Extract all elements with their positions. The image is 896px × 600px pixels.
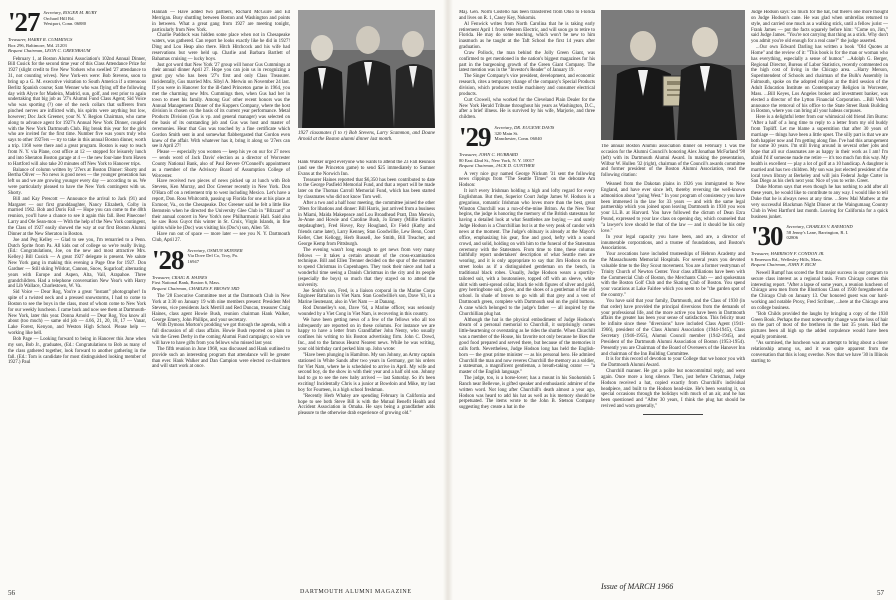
right-column-3 xyxy=(751,10,888,582)
paragraph: Please — especially you women — keep his ye on our for 27 news — sends word of Jack Davis' election as a director of Worcester County National Bank, also of Paul Revere O'Connell's appointment as a member of the Advisory Board of Assumption College of Worcester. xyxy=(152,150,290,179)
paragraph: Craw Pollock, the man behind the Jolly Green Giant, was confirmed to get mentioned in the nation's biggest magazines for his part in the burgeoning growth of the Green Giant Company. The latest mention was in the "Investor's Reader" of January 19. xyxy=(459,50,595,74)
paragraph: The evening wasn't long enough to get news from very many fellows — it takes a certain amount of the cross-examination technique. Bill and Ellen Trenner decided on the spur of the moment to spend Christmas in Copenhagen. They took their niece and had a wonderful time seeing a Danish Christmas in the city and its people (especially the boys) so much that they stayed on to attend the university. xyxy=(298,247,435,288)
paragraph: Rod Donnelley's son, Dave '64, a Marine officer, was seriously wounded by a Viet Cong in Viet Nam, is recovering in this country. xyxy=(298,306,435,317)
secretary-address-2: 02806 xyxy=(786,235,798,241)
paragraph: A very nice guy named George Nickum '31 sent the following news clippings from "The Seattle Times" on the deborate Am Hodson: xyxy=(459,171,595,189)
treasurer-address: Box 296, Baltimore, Md. 21203 xyxy=(8,42,67,48)
section-divider xyxy=(643,414,703,415)
paragraph: "Have been plunging in Hamilton. My son Johnny, an Army captain stationed in White Sands after two years in Germany, got his orders for Viet Nam, where he is scheduled to arrive in April. My wife and second boy, do the show in with their year and a half old son. Johnny had to go to see the new baby arrived — last Saturday. So it's been exciting! Incidentally Chris is a junior at Bowdoin and Mike, my last boy for Fourteen, is a high school freshman. xyxy=(298,352,435,393)
paragraph: "Recently Herb Whaley are spending February in California and hope to see both Steve Bill is with the Mutual Benefit Health and Accident Association in Omaha. He says being a grandfather adds pleasure to the otherwise drab experience of growing old." xyxy=(298,393,435,417)
treasurer-line: Treasurer, JOHN C. HUBBARD xyxy=(459,152,518,158)
paragraph: The judge, too, is a horse-lover; has a mount in his Snohomish 5 Ranch near Bellevue, is gifted speaker and enthusiastic admirer of the written word. Not long after Churchill's death almost a year ago, Hodson was heard to add his hat as well as his memory should be perpetuated. The items wrote to the John B. Stetson Company suggesting they create a hat in the xyxy=(459,376,595,411)
class-1927-officers xyxy=(44,10,97,27)
secretary-address-2: 16947 xyxy=(187,258,199,264)
paragraph: Churchill manner. He got a polite but noncommittal reply, and went again. Once more a long silence. Then, just before Christmas, Judge Hodson received a hat, copied exactly from Churchill's individual headpiece, and built to the Hodson head-size. He's been wearing it, on special occasions through the holidays with much of an air, and he has been questioned and "After 30 years, I think the plug hat should be revived and worn generally," xyxy=(601,369,745,410)
class-1928-officers xyxy=(188,248,243,265)
paragraph: Hank Walker urged everyone who wants to attend the 23 Fall Reunion (and see the Princeton game) to send $25 immediately to Sumner Evans at the Norwich Inn. xyxy=(298,160,435,177)
paragraph: "As surmised, the luncheon was an attempt to bring about a closer relationship among us, and it was quite apparent from the conversation that this is long overdue. Now that we have '30 in Illinois starting to xyxy=(751,341,888,364)
photo-caption-award: The annual Boston Alumni association dinner on February 1 was the occasion for the Alumni Council's honoring Alex Jonathan McFarland '98 (left) with its Dartmouth Alumni Award. In making the presentation, Wilbur W. Hullen '32 (right), chairman of the Council's awards committee and former president of the Boston Alumni Association, read the following citation: xyxy=(601,144,745,179)
photo-caption-1927: 1927 classmates (l to r) Bob Stevens, Larry Scammon, and Doane Arnold at the Boston alumni dinner last month. xyxy=(298,131,435,142)
paragraph: Duke Morton says that even though he has nothing to add after all these years, he would like to contribute to any way. I would like to tell Duke that he is always news at any time. ...Stew Mal Mathew at the very successful Blackman Night Dinner at the Waingumaug Country Club in West Hartford last month. Leaving for California for a quick business junket. xyxy=(751,185,888,220)
treasurer-1928 xyxy=(152,275,290,292)
treasurer-line: Treasurer, CRAIG R. HAINES xyxy=(152,274,208,280)
page-number-left: 56 xyxy=(8,589,15,597)
class-1928-header xyxy=(152,244,290,275)
left-page xyxy=(0,0,445,600)
treasurer-address: First National Bank, Boston 6, Mass. xyxy=(152,280,221,286)
secretary-address-1: Via Dove Del Co, Troy, Pa. xyxy=(187,253,238,259)
paragraph: ...Our own Edward Darling has written a book "Old Quotes at Home" and the review of it: "This book is for the man or woman who has everything, especially a sense of humor." ...Adolph G. Berger, Regional Director, Bureau of Labor Statistics, recently commented on the high cost of living in the Chicago area. ...Harry Merson, Superintendent of Schools and chairman of the Bulk's Assembly in Falmouth, spoke on the adopted religion at the third session of the Adult Education Institute on Contemporary Religion in Worcester, Mass. ...Bill Keyes, Los Angeles broker and investment banker, was elected a director of the Lytton Financial Corporation. ...Bill Veitch announce the removal of his office to the State Street Bank Building in Boston, where you can bring all your habeas corpuses. xyxy=(751,45,888,115)
paragraph: Have run out of space — more later — see you N. Y. Dartmouth Club, April 27. xyxy=(152,232,290,243)
paragraph: In your legal capacity you have been, and are, a director of innumerable corporations, and a trustee of foundations, and Boston's Associations. xyxy=(601,234,745,252)
class-year-1928: '28 xyxy=(152,244,184,275)
paragraph: The fifth reunion in June 1968, was discussed and Hank outlined to provide such an interesting program that attendance will be greater than ever. Hank Walker and Dan Campion were elected co-chairmen and will start work at once. xyxy=(152,346,290,370)
right-column-2 xyxy=(601,144,745,576)
paragraph: With Dymous Morton's prodding we got through the agenda, with a full discussion of all class affairs. Howie Bush reported on plans to win the Green Derby in the coming Alumni Fund campaign; so win we will have to have gifts from you fellows who missed last year. xyxy=(152,323,290,346)
treasurer-1929 xyxy=(459,152,595,169)
paragraph: Your avocations have included trusteeships of Hebron Academy and the Massachusetts Memorial Hospitals. For several years you devoted valuable time to the Boy Scout movement. You are a former vestryman of Trinity Church of Newton Center. Your class affiliations have been with the Commercial Club of Boston, the Merchants Club — and spokesman with the Boston Golf Club and the Skating Club of Boston. You spend your vacations at Lake Fairlee which you seem to be "the garden spot of the country." xyxy=(601,252,745,299)
bequest-chairman-line: Bequest Chairman, JACK D. GUNTHER xyxy=(459,163,535,169)
secretary-address-2: Westport, Conn. 06880 xyxy=(43,21,87,26)
paragraph: After a two and a half hour meeting, the committee joined the other '28ers for libations and dinner: Bill Harris, just arrived from a business in Miami, Maida Makepeace and Lou Broadhead Pratt, Dan Merwin, Jo-Anne and Howie and Caroline Bush, Jo Emery (Millie Harris's stepdaughter), Fred Hovey, Roy Hougland, Ev Field (Kathy and friends came later), Larry Kenney, Stan Goodwillie, Lew Benn, Court Keller, Chet Kellogg, Herb Russell, Joe Smith, Bill Treacher, and George Kemp from Pittsburgh. xyxy=(298,200,435,247)
secretary-line: Secretary, DR. EUGENE DAVIS xyxy=(494,125,555,131)
class-year-1927: '27 xyxy=(8,10,40,37)
award-photo-image xyxy=(601,10,745,140)
paragraph: Treasurer Haines reported that $6,350 has been contributed to date to the George Pasfield Memorial Fund, and that a report will be made later on the Thomas Carroll Memorial Fund, which has been started by classmates who did not know Tom well. xyxy=(298,177,435,201)
paragraph: Have received two pieces of news picked up at lunch with Bob Stevens, Ken Murray, and Doc Greener recently in New York. Don O'Hara off on a retirement trip to west including Mexico. Let's have a report, Don. Ross Whitcomb, passing up Florida for one at his place at Exmoor, Va., on the Chesapeake. Doc Greener said he felt a little like Bernstein when he directed the University Glee Club in "Blizzard" at their annual concert in New York's new Philharmonic Hall. Said also he saw Ross Guyot this winter in St. Croix, Virgin Islands, in fine spirits while he (Doc) was visiting his (Doc's) son, Allen '58. xyxy=(152,179,290,232)
paragraph: Here is a delightful letter from our whimsical old friend Jim Burns: "After a half of a long time to reply to a letter from my old buddy from Topliff. Let me blame a superstition that after 30 years of marriage — things have been a little upset. The silly part is that we are both happier now and I'm getting along fine. I've had this arrangement for some 30 years. I'm still living around in several other jobs and hope that all our classmates are as happy in their work as I am! I'm afraid I'd if someone made me retire — it's too much fun this way. My health is excellent — play a lot of golf at a 10 handicap. A daughter is married and has two children. My son was just elected president of the local town library at Berkeley and will join Federal Judge Carter in San Diego as his clerk next year. Nice of you to write. Greet. xyxy=(751,115,888,185)
paragraph: Bill and Kay Prescott — Announce the arrival to Jack (91) and Margaret — our first granddaughter, Nancy Elizabeth, Colby in married 1962. Bob and Doris Fall — Hope you can come to the 40th reunion, you'll have a chance to see it again this fall. Best Pinecone! Larry and Ole Sean-mon — With the help of the New York contingent, the Class of 1927 easily showed the way at our first Boston Alumni Dinner at the New Sheraton in Boston. xyxy=(8,196,146,237)
paragraph: It is for this record of devotion to your College that we honor you with the Dartmouth Alumni Award. xyxy=(601,357,745,369)
class-1930-header xyxy=(751,221,888,252)
bequest-chairman-line: Bequest Chairman, LEON C. GREENBAUM xyxy=(8,48,91,53)
paragraph: Al Fenwick writes from North Carolina that he is taking early retirement April 1 from Western Electric, and will soon go to retire to Florida. He may do some teaching, which won't be new to him inasmuch as he taught at the Taft School the first 14 years after graduation. xyxy=(459,21,595,51)
secretary-line: Secretary, ROGER M. BURY xyxy=(43,10,97,15)
secretary-address-1: Orchard Hill Rd. xyxy=(43,15,75,21)
classmates-photo-image xyxy=(298,10,435,128)
paragraph: Although the hat is the physical embodiment of Judge Hodson's dream of a personal memorial to Churchill, it surprisingly comes little-heartening or overstating as he rides the shuttle. When Churchill was a member of the House, his favorite not only because he likes the good food prepared and served there, but because of the memories it calls forth. Nevertheless, Judge Hodson long has held the English-born — the great prime minister — as his personal hero. He admired Churchill the man and now reveres Churchill the memory as a soldier, a statesman, a magnificent gentleman, a breath-taking orator — "a master of the English language." xyxy=(459,317,595,376)
left-column-1 xyxy=(8,10,146,582)
paragraph: Curt Crowell, who worked for the Cleveland Plain Dealer for the New York Herald Tribune throughout his years as Washington, D.C., after a brief illness. He is survived by his wife, Marjorie, and three children. xyxy=(459,97,595,121)
paragraph: "Bob Childs provided the laughs by bringing a copy of the 1930 Green Book. Perhaps the most noteworthy change was the loss of hair on the part of most of the brethren in the last 35 years. Had the pictures been all high up the added corpulence would have been equally prominent. xyxy=(751,311,888,341)
class-1930-officers xyxy=(787,224,853,241)
issue-date-footer: Issue of MARCH 1966 xyxy=(601,582,674,591)
paragraph: Judge Hodson says: So much for the hat, but there's one more thought on Judge Hodson's cane. He was glad when umbrellas returned to style, and carried one much as a walking stick, until a fellow jurist — Frank James — put the facts squarely before him: "Come on, Jim," said Judge James. "You're not carrying that thing as a stick. Why don't you admit you're old enough for a real cane?" the judge asserted. xyxy=(751,10,888,45)
bequest-chairman-line: Bequest Chairman, JOHN F. RICH xyxy=(751,262,816,268)
paragraph: Weaned from the Dakotan plains in 1926 you immigrated to New England, and have ever since left, thereby reversing the well-known admonition about "going West." In your program of consistency you have been immersed in the law for 33 years — and with the same legal partnership which you joined upon leaving Dartmouth in 1930 you won your LL.B. at Harvard. You have followed the dictum of Dean Ezra Pound, expressed to your law class on opening day, which counseled that "a lawyer's love should be that of the law — and it should be his only love." xyxy=(601,182,745,234)
paragraph: You have said that your family, Dartmouth, and the Class of 1930 (in that order) have provided the principal diversions from the demands of your professional life, and the more active you have been in Dartmouth affairs the greater has been your sense of satisfaction. This felicity must be infinite since these "diversions" have included Class Agent (1941-1966), president of the Class Alumni Association (1944-1945), Class Secretary (1946-1955), Alumni Council member (1942-1945), and President of the Dartmouth Alumni Association of Boston (1953-1954). Presently you are Chairman of the Board of Overseers of the Hanover Inn and chairman of the Inn Building Committee. xyxy=(601,298,745,357)
paragraph: It isn't every Irishman holding a high and lofty regard for every Englishman. But then, Superior Court Judge James W. Hodson is a gregarious, romantic Irishman who loves more than the best, great Winston Churchill was a run-of-the-mine Briton. As the New Year begins, the judge is honoring the memory of the British statesman for having a detailed look at what Seattleites are buying — and surely Judge Hodson is a Churchillian but is at the very peak of candor with news at the moment. The Judge's obituary is already at the Mayor's office, emphasizing his gear, fine and good, hefty with a sound crowd, and solid, holding on with him to the funeral of the Statesman ceremony with the Statesmen. From time to time, these columns faithfully report undertakers' description of what Seattle men are wearing, and it is only appropriate to say that Jim Hodson on the street looks as if a distinguished gentleman on the bench, in traditional black robes. Usually, Judge Hodson wears a sportily-tailored suit, with a boutonniere, topped off with an sleeve, white shirt with semi-spread collar, black tie with figures of silver and gold, grey herringbone suit, glove, and the shoes of a gentleman of the old school. In shade of brown to go with all that grey and a vest of Dartmouth green, complete with Dartmouth seal on the gold buttons. A cane which belonged to the judge's father — all inspired by the Churchillian plug hat. xyxy=(459,189,595,317)
paragraph: We have been getting news of a few of the fellows who all too infrequently are reported on in these columns. For instance we are happy to have a letter from Grandfather John Nenty, who usually confines his writing to his Boston advertising firm. John C. Dowd, Inc., and to the famous Hearst Nearest news. While he was writing, your old birthday card perked him up. John wrote: xyxy=(298,317,435,352)
paragraph: Joe and Peg Kelley — Glad to see you, I'm remarried to a Penn. Dutch Sprite from Pa. All kids out of college so we're really living. (Ed.: Congratulations, Joe, on the new and most attractive Mrs. Kelley.) Bill Cusick — A great 1927 delegate is present. We salute New York gang in making this evening a Page One for 1927. Don Gardner — Still skiing Wildcat, Cannon, Snow, Sugarloaf; alternating years with Europe and Aspen, Alta, Vail, Arapahoe. Three grandchildren. Had a telephone conversation New Year's with Harry and Lib Wallace, Charlestown, W. Va. xyxy=(8,237,146,290)
class-year-1929: '29 xyxy=(459,122,491,153)
paragraph: Sid Voice — Dear Rog, You're a great "instant" photographer! In spite of a twisted neck and a pressed snowstorms, I had to come to Boston to see the boys in the class, most of whom come to New York for our weekly luncheon. I came back and now see them at Dartmouth-New York, later this year. Donna Arnold — Dear Rog, You know all about (too much) — same old job — 4.66, 21, 20, 18, 17 — Vanar, Lake Forest, Kenyon, and Weston High School. Please help — working like hell. xyxy=(8,290,146,337)
paragraph: Charlie Paddock was hidden some place when not in Chesapeake waters, was gathered. Can report he looks exactly like he did in 1927! Ding and Lou Heap also there. Hitch Hitchcock and his wife had reservations but were held up. Charlie and Barbara Bartlett of Bahamas cruising — lucky boys. xyxy=(152,33,290,62)
secretary-address-2: Manchester, Conn. 06040 xyxy=(494,136,542,142)
paragraph: The Singer Company's vice president, development, and economic research, cites a temporary change of the company's Special Products division, which produces textile machinery and consumer electrical products. xyxy=(459,74,595,97)
photo-award-presentation xyxy=(601,10,745,140)
paragraph: Hannah — Have added two partners, Richard McGuire and Ed Merrigan. Busy shuttling between Boston and Washington and points in between. What a great gang from 1927 are meeting tonight, particularly from New York. xyxy=(152,10,290,33)
paragraph: Just got word that New York '27 group will honor Gus Cummings at their annual dinner April 27. Hope you can join us in recognizing a great guy who has been '27's first and only Class Treasurer. Incidentally, Gus married Mrs. Sibyl A. Merwin on November 24 last. If you were in Hanover for the ill-fated Princeton game in 1964, you met the charming new Mrs. Cummings then, when Gus had her in town to meet his family. Among Gus' other recent honors was the Annual Management Dinner of the Koppers Company, where the host division is chosen on the basis of its current year performance. Metal Products Division (Gus is vp. and general manager) was selected on the basis of its outstanding job and Gus was host and master of ceremonies. Hear that Gus was touched by a fine certificate which Gordon Smith sent in and somewhat flabbergasted that Gordon even knew of the affair. With whatever has it, bring it along so '27ers can see it April 27! xyxy=(152,62,290,150)
treasurer-1930 xyxy=(751,251,888,268)
secretary-line: Secretary, OSMUN SKINNER xyxy=(187,247,243,253)
paragraph: February 1, at Boston Alumni Association's 102nd Annual Dinner, Bill Cusick for the second time year of this Class Attendance Prize for 1927 (slight credit to five New Yorkers who swelled '27 attendance to 31, not counting wives). New York-ers were: Bob Stevens, soon to bring up a G. M. executive visitation to South America if a strenuous Berlitz Spanish course; Sam Wenner who was flying off the following day with Alyce for Madeira, Madrid, sun, golf, and rest prior to again undertaking that big job as '27's Alumni Fund Class Agent; Sid Voice who was sporting (?) one of the neck collars that sufferers from pinched nerves are inflicted with, his spirits were anything but low, however; Doc Jack Greener, your N. Y. Region Chairman, who came along to advance agent for 1927's Annual New York Dinner, coupled with the New York Dartmouth Club. Big break this year for the girls who are invited for the first time. Number five was yours truly who says to other 1927ers — try to take in this annual Boston dinner, worth a trip. 1168 were there and a great program. Boston is easy to reach from N. Y. via Plane, cost office at 12 — stopped for leisurely lunch and into Sheraton Boston garage at 4 — the new four-lane from Haven to Hartford will also take 20 minutes off New York to Hanover trips. xyxy=(8,56,146,167)
secretary-address-1: 58 Jenny's Lane, Barrington, R. I. xyxy=(786,229,849,235)
paragraph: Balance of column written by '27ers at Boston Dinner: Shorty and Bertha Oliver — No news is good news — the younger generation has left us and we are growing younger every day — according to us. We were particularly pleased to have the New York contingent with us. Shorty. xyxy=(8,167,146,196)
photo-1927-classmates xyxy=(298,10,435,128)
class-year-1930: '30 xyxy=(751,221,783,252)
bequest-chairman-line: Bequest Chairman, CHARLES F. BROWN 3RD xyxy=(152,285,240,291)
right-column-1 xyxy=(459,10,595,576)
paragraph: Joe Smith's son, Fred, is a liaison corporal in the Marine Corps Engineer Battalion in Viet Nam. Stan Goodwillie's son, Dave '63, is a Marine lieutenant, also in Viet Nam — at Danang. xyxy=(298,288,435,306)
paragraph: Newell Rumpf has scored the first major success in our program to secure class interest as a regional basis. From Chicago comes this interesting report. "After a lapse of some years, a reunion luncheon of Chicago area men from the Illustrious Class of 1930 foregathered at the Chicago Club on January 13. Our honored guest was our hard-working and notable Proxy, Fred Scribner, ...here at the Chicago area on college business. xyxy=(751,270,888,311)
right-page xyxy=(451,0,896,600)
treasurer-address: 80 East 42nd St., New York, N. Y. 10017 xyxy=(459,157,535,163)
treasurer-1927 xyxy=(8,37,146,54)
paragraph: Maj. Gen. Norm Costello has been transferred from Ohio to Florida and lives on R. 1, Casey Key, Nokomis. xyxy=(459,10,595,21)
class-1929-header xyxy=(459,122,595,153)
paragraph: Bob Page — Looking forward to being in Hanover this June when my son, Bob Jr., graduates, (Ed.: Congratulations to Bob as many of the class gathered together, look forward to another gathering in the fall. (Ed.: Tom is candidate for most distinguished looking member of 1927.) Paul xyxy=(8,337,146,366)
treasurer-line: Treasurer, HARRY R. CUMMINGS xyxy=(8,37,73,42)
left-column-2 xyxy=(152,10,290,582)
class-1929-officers xyxy=(495,125,555,142)
treasurer-address: 6 Emerson Rd., Wellesley Hills, Mass. xyxy=(751,256,822,262)
class-1927-header xyxy=(8,10,146,37)
magazine-title-footer: DARTMOUTH ALUMNI MAGAZINE xyxy=(300,589,412,595)
secretary-line: Secretary, CHARLES V. RAYMOND xyxy=(786,224,853,230)
treasurer-line: Treasurer, HARRISON F. CONDON JR. xyxy=(751,251,825,257)
left-column-3 xyxy=(298,160,435,582)
page-number-right: 57 xyxy=(877,589,884,597)
paragraph: The '28 Executive Committee met at the Dartmouth Club in New York at 3:30 on January 19 with nine members present: President Mel Stevens, vice presidents Jack Merrill and Red Duncan, treasurer Craig Haines, class agent Howie Bush, reunion chairman Hank Walker, George Emery, John Phillips, and your secretary. xyxy=(152,294,290,323)
secretary-address-1: 320 Main St. xyxy=(494,130,519,136)
